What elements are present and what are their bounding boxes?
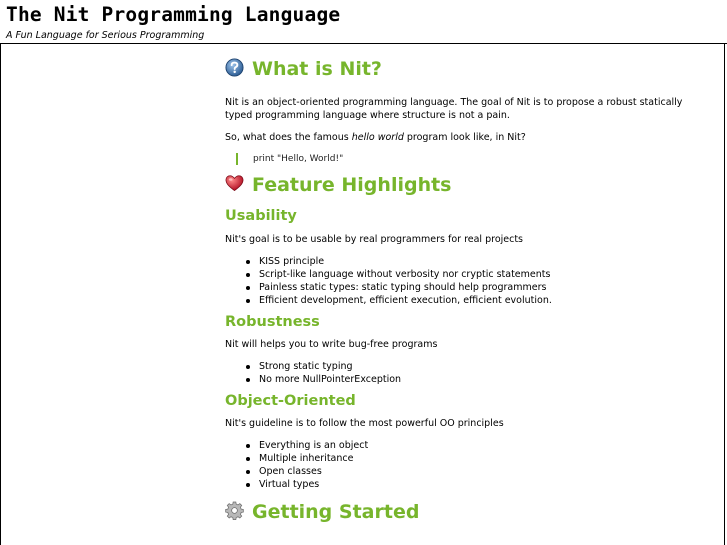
section-heading-feature-highlights [225, 171, 715, 195]
object-oriented-intro: Nit's guideline is to follow the most powerful OO principles [225, 418, 504, 429]
object-oriented-list [225, 439, 715, 491]
section-title-feature-highlights: Feature Highlights [252, 174, 452, 196]
usability-list [225, 255, 715, 307]
subsection-title-robustness: Robustness [225, 314, 320, 330]
hello-world-question-start: So, what does the famous [225, 132, 352, 143]
list-item: Virtual types [225, 478, 715, 491]
section-heading-what-is-nit [225, 55, 715, 79]
list-item: Strong static typing [225, 360, 715, 373]
section-title-what-is-nit: What is Nit? [252, 58, 382, 80]
list-item: Painless static types: static typing should help programmers [225, 281, 715, 294]
heart-icon [225, 174, 244, 193]
gear-icon [225, 501, 244, 520]
section-heading-getting-started [225, 498, 715, 522]
subsection-title-object-oriented: Object-Oriented [225, 393, 356, 409]
site-header [0, 0, 727, 44]
hello-world-emphasis: hello world [351, 132, 404, 143]
main-content [225, 55, 715, 522]
list-item: No more NullPointerException [225, 373, 715, 386]
what-is-nit-paragraph-cont: typed programming language where structure is not a pain. [225, 110, 510, 121]
usability-intro: Nit's goal is to be usable by real programmers for real projects [225, 234, 524, 245]
list-item: Multiple inheritance [225, 452, 715, 465]
section-title-getting-started: Getting Started [252, 501, 420, 523]
list-item: KISS principle [225, 255, 715, 268]
hello-world-question [225, 131, 715, 144]
site-tagline: A Fun Language for Serious Programming [6, 30, 205, 41]
robustness-list [225, 360, 715, 386]
robustness-intro: Nit will helps you to write bug-free programs [225, 339, 438, 350]
site-title[interactable]: The Nit Programming Language [6, 3, 341, 26]
help-question-icon [225, 58, 244, 77]
what-is-nit-paragraph: Nit is an object-oriented programming language. The goal of Nit is to propose a robust statically [225, 97, 683, 108]
list-item: Everything is an object [225, 439, 715, 452]
subsection-title-usability: Usability [225, 208, 297, 224]
hello-world-code: print "Hello, World!" [236, 153, 715, 165]
list-item: Script-like language without verbosity nor cryptic statements [225, 268, 715, 281]
list-item: Efficient development, efficient execution, efficient evolution. [225, 294, 715, 307]
list-item: Open classes [225, 465, 715, 478]
hello-world-question-end: program look like, in Nit? [403, 132, 526, 143]
